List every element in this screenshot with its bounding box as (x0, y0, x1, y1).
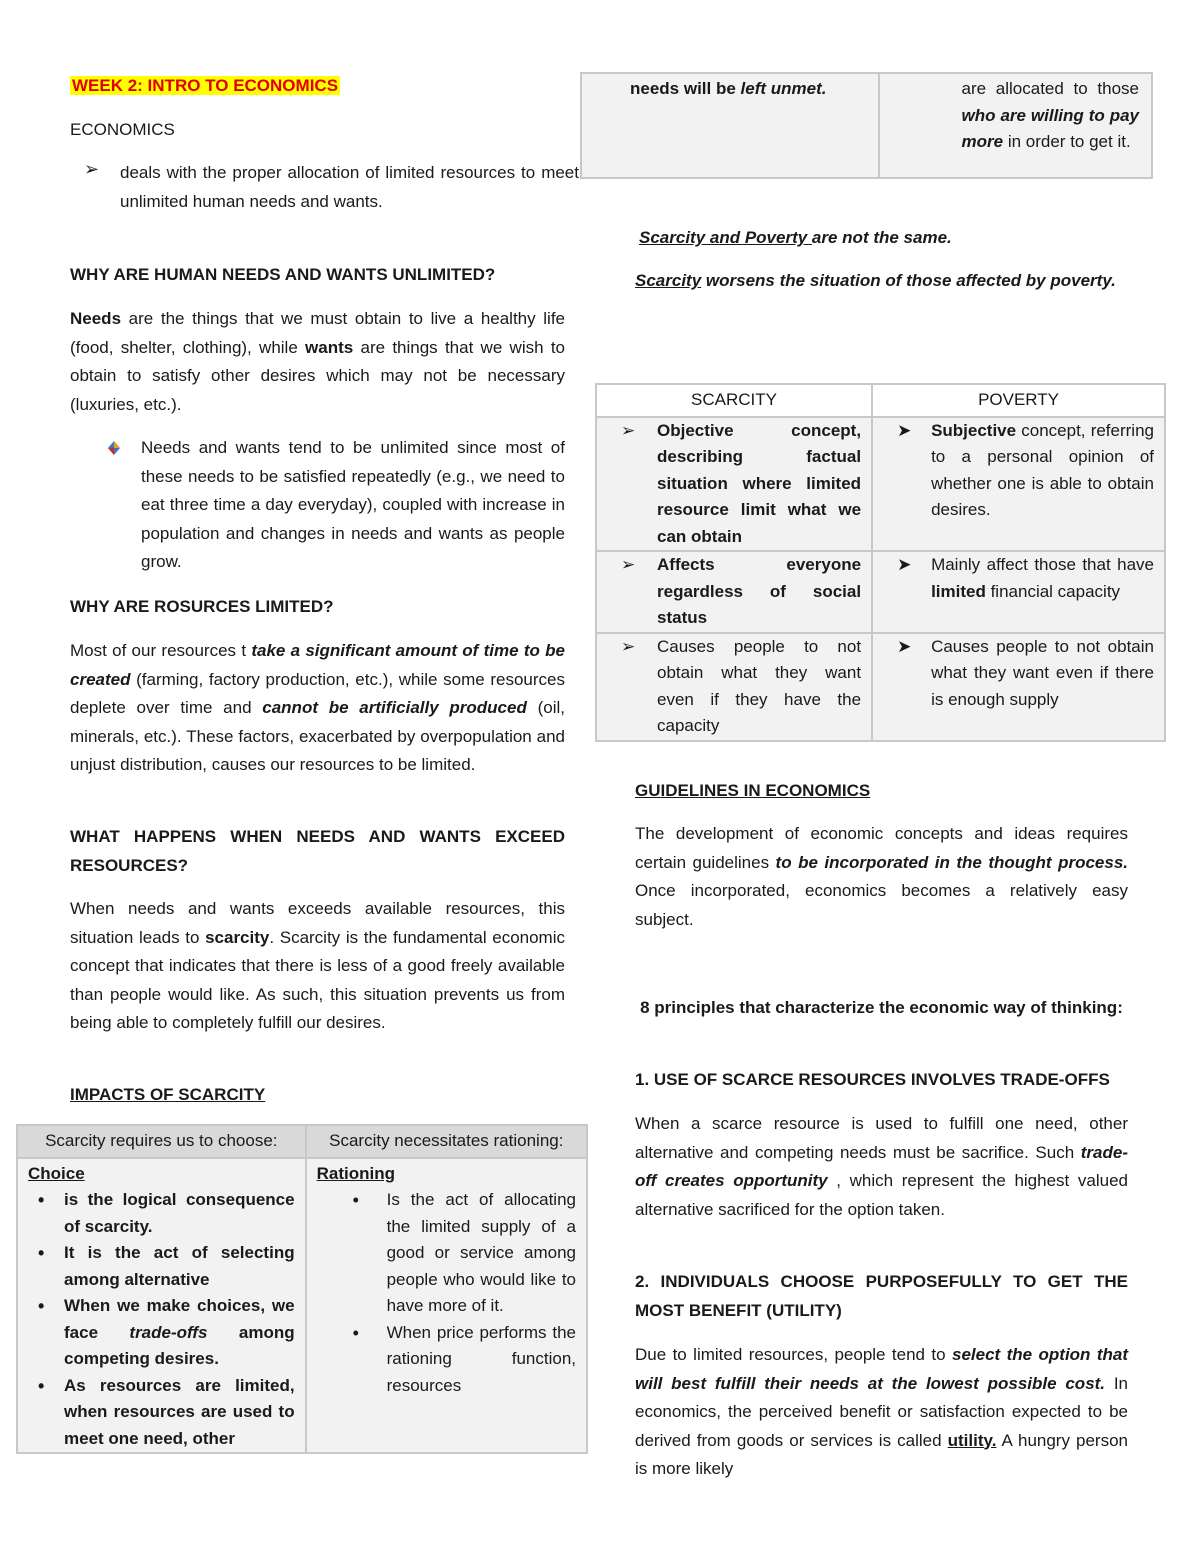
poverty-row-1: ➤ Subjective concept, referring to a personal opinion of whether one is able to obtain desires. (872, 417, 1165, 552)
poverty-row-3: ➤ Causes people to not obtain what they want even if there is enough supply (872, 633, 1165, 741)
scarcity-poverty-statement: Scarcity and Poverty are not the same. (639, 228, 952, 247)
choice-bullet-1: • is the logical consequence of scarcity. (28, 1187, 295, 1240)
diamond-bullet-icon (106, 440, 122, 456)
choice-cell (17, 1158, 306, 1454)
scarcity-row-2: ➢ Affects everyone regardless of social status (596, 551, 872, 633)
poverty-row-2: ➤ Mainly affect those that have limited financial capacity (872, 551, 1165, 633)
header-scarcity: SCARCITY (596, 384, 872, 417)
economics-heading: ECONOMICS (70, 120, 175, 139)
arrow-bullet-icon: ➤ (897, 636, 912, 656)
guidelines-paragraph: The development of economic concepts and ideas requires certain guidelines to be incorporated in the thought process. Once incorporated, economics becomes a relatively easy subject. (635, 824, 1128, 929)
bullet-dot-icon: • (352, 1190, 359, 1210)
needs-wants-paragraph: Needs are the things that we must obtain to live a healthy life (food, shelter, clothing), while wants are things that we wish to obtain to satisfy other desires which may not be necessary (luxuries, etc.). (70, 309, 565, 414)
scarcity-row-1: ➢ Objective concept, describing factual situation where limited resource limit what we can obtain (596, 417, 872, 552)
unlimited-note: Needs and wants tend to be unlimited since most of these needs to be satisfied repeatedly (e.g., we need to eat three time a day everyday), coupled with increase in population and changes in needs and wants as people grow. (141, 438, 565, 571)
scarcity-row-3: ➢ Causes people to not obtain what they want even if they have the capacity (596, 633, 872, 741)
principles-heading: 8 principles that characterize the economic way of thinking: (640, 998, 1123, 1017)
bullet-dot-icon: • (352, 1322, 359, 1343)
principle-1-heading: 1. USE OF SCARCE RESOURCES INVOLVES TRADE-OFFS (635, 1070, 1110, 1089)
arrow-bullet-icon: ➢ (621, 420, 636, 440)
header-poverty: POVERTY (872, 384, 1165, 417)
choice-bullet-2: • It is the act of selecting among alternative (28, 1240, 295, 1293)
guidelines-heading: GUIDELINES IN ECONOMICS (635, 781, 871, 800)
rationing-subheading: Rationing (316, 1163, 395, 1183)
impacts-heading: IMPACTS OF SCARCITY (70, 1085, 266, 1104)
scarcity-poverty-table (595, 383, 1166, 742)
arrow-bullet-icon: ➢ (621, 555, 636, 574)
bullet-dot-icon: • (38, 1243, 45, 1263)
page-title: WEEK 2: INTRO TO ECONOMICS (72, 76, 339, 95)
question-resources-limited: WHY ARE ROSURCES LIMITED? (70, 597, 334, 616)
principle-2-heading: 2. INDIVIDUALS CHOOSE PURPOSEFULLY TO GET THE MOST BENEFIT (UTILITY) (635, 1272, 1128, 1320)
choice-bullet-4: • As resources are limited, when resources are used to meet one need, other (28, 1373, 295, 1453)
bullet-dot-icon: • (38, 1296, 45, 1316)
impacts-table (16, 1124, 588, 1454)
arrow-bullet-icon: ➢ (84, 159, 100, 179)
rationing-bullet-1: • Is the act of allocating the limited supply of a good or service among people who would like to have more of it. (317, 1187, 576, 1320)
choice-subheading: Choice (28, 1163, 85, 1183)
continued-choice-cell: needs will be left unmet. (581, 73, 879, 178)
principle-2-paragraph: Due to limited resources, people tend to select the option that will best fulfill their needs at the lowest possible cost. In economics, the perceived benefit or satisfaction expected to be derived from goods or services is called utility. A hungry person is more likely (635, 1345, 1129, 1478)
question-exceed-resources: WHAT HAPPENS WHEN NEEDS AND WANTS EXCEED RESOURCES? (70, 827, 565, 875)
impacts-header-choose: Scarcity requires us to choose: (17, 1125, 306, 1158)
arrow-bullet-icon: ➢ (621, 636, 636, 656)
scarcity-worsens-statement: Scarcity worsens the situation of those affected by poverty. (635, 271, 1116, 290)
arrow-bullet-icon: ➤ (897, 420, 912, 440)
exceed-paragraph: When needs and wants exceeds available resources, this situation leads to scarcity. Scarcity is the fundamental economic concept that indicates that there is less of a good freely available than people would like. As such, this situation prevents us from being able to completely fulfill our desires. (70, 899, 565, 1032)
rationing-bullet-2: • When price performs the rationing function, resources (317, 1320, 576, 1400)
impacts-table-continued (580, 72, 1153, 179)
question-needs-unlimited: WHY ARE HUMAN NEEDS AND WANTS UNLIMITED? (70, 265, 496, 284)
rationing-cell (306, 1158, 587, 1454)
economics-definition: deals with the proper allocation of limited resources to meet unlimited human needs and wants. (120, 163, 579, 211)
resources-paragraph: Most of our resources t take a significant amount of time to be created (farming, factory production, etc.), while some resources deplete over time and cannot be artificially produced (oil, minerals, etc.). These factors, exacerbated by overpopulation and unjust distribution, causes our resources to be limited. (70, 641, 565, 774)
impacts-header-rationing: Scarcity necessitates rationing: (306, 1125, 587, 1158)
bullet-dot-icon: • (38, 1190, 45, 1210)
arrow-bullet-icon: ➤ (897, 555, 912, 574)
bullet-dot-icon: • (38, 1375, 45, 1396)
principle-1-paragraph: When a scarce resource is used to fulfill one need, other alternative and competing needs must be sacrifice. Such trade-off creates opportunity , which represent the highest valued alternative sacrificed for the option taken. (635, 1114, 1128, 1219)
choice-bullet-3: • When we make choices, we face trade-offs among competing desires. (28, 1293, 295, 1373)
continued-rationing-cell: are allocated to those who are willing to pay more in order to get it. (879, 73, 1152, 178)
